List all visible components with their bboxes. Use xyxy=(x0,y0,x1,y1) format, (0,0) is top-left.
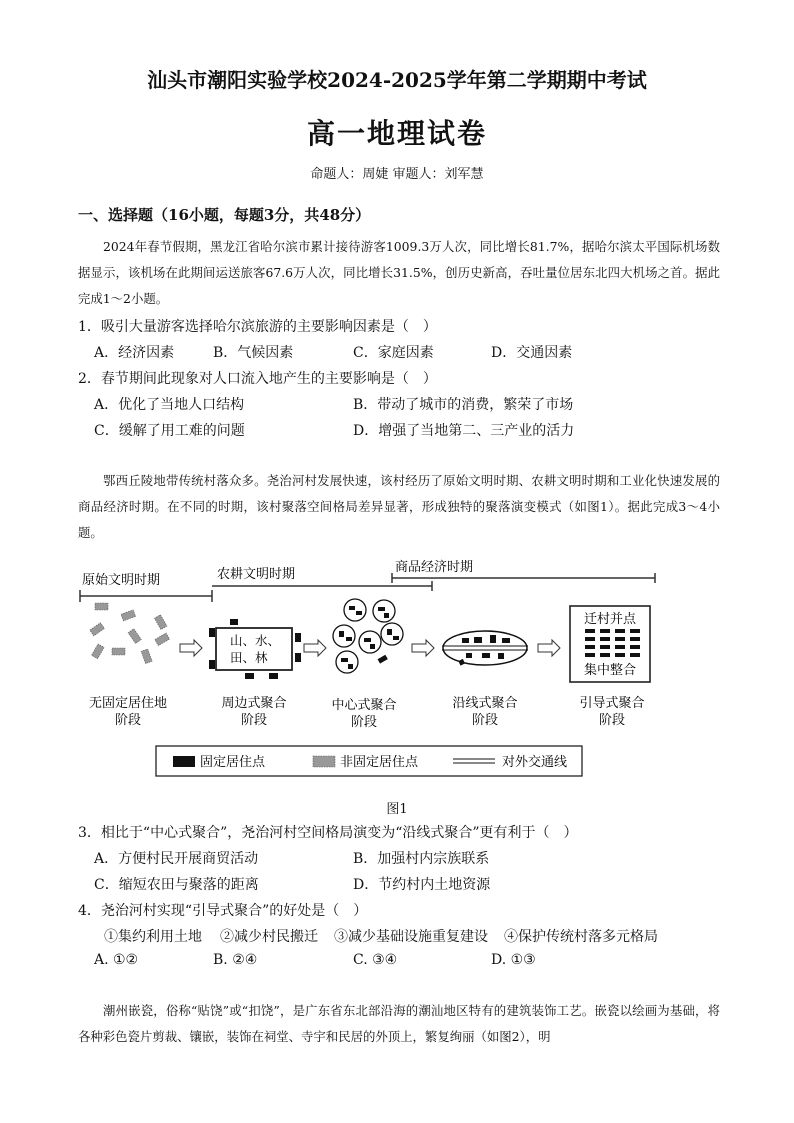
figure-legend xyxy=(156,746,582,776)
q4-option-c[interactable]: C. ③④ xyxy=(353,952,398,968)
q2-option-b[interactable]: B．带动了城市的消费，繁荣了市场 xyxy=(353,397,574,413)
passage-1-line: 国际机场数据显示，该机场在此期间运送旅客67.6万人次，同比增长31.5%，创历史新高，吞吐量位居东 xyxy=(78,239,721,280)
passage-3 xyxy=(78,998,720,1050)
q4-statement-4: ④保护传统村落多元格局 xyxy=(504,929,658,945)
svg-text:山、水、: 山、水、 xyxy=(230,633,281,648)
stage-label: 阶段 xyxy=(471,713,499,728)
q3-option-c[interactable]: C．缩短农田与聚落的距离 xyxy=(94,877,259,893)
passage-1-line: 北四大机场之首。据此完成1～2小题。 xyxy=(78,265,721,306)
period-label-farming: 农耕文明时期 xyxy=(217,567,296,582)
stage-label: 阶段 xyxy=(598,713,626,728)
q1-option-a[interactable]: A．经济因素 xyxy=(94,345,175,361)
stage4-linear-cluster xyxy=(442,631,528,666)
arrow-icon xyxy=(412,640,434,656)
exam-title: 高一地理试卷 xyxy=(306,117,487,150)
passage-2-line: 化快速发展的商品经济时期。在不同的时期，该村聚落空间格局差异显著，形成独特的聚落演变模式（如 xyxy=(78,473,721,514)
q2-option-c[interactable]: C．缓解了用工难的问题 xyxy=(94,423,245,439)
passage-3-line: 绘画为基础，将各种彩色瓷片剪裁、镶嵌，装饰在祠堂、寺宇和民居的外顶上，繁复绚丽（如图2），明 xyxy=(78,1003,721,1044)
stage-label: 无固定居住地 xyxy=(88,696,168,711)
q2-option-d[interactable]: D．增强了当地第二、三产业的活力 xyxy=(353,423,575,439)
stage-labels xyxy=(89,695,645,730)
q1-option-b[interactable]: B．气候因素 xyxy=(213,345,294,361)
passage-1-line: 2024年春节假期，黑龙江省哈尔滨市累计接待游客1009.3万人次，同比增长81.7%，据哈尔滨太平 xyxy=(103,239,658,254)
stage1-scattered-points xyxy=(90,603,170,664)
svg-text:集中整合: 集中整合 xyxy=(583,663,637,678)
stage-label: 阶段 xyxy=(240,713,268,728)
stage-label: 沿线式聚合 xyxy=(452,696,518,711)
stage-label: 周边式聚合 xyxy=(221,696,287,711)
q4-option-d[interactable]: D. ①③ xyxy=(491,952,536,968)
arrow-icon xyxy=(304,640,326,656)
q4-statement-2: ②减少村民搬迁 xyxy=(220,929,318,945)
svg-text:迁村并点: 迁村并点 xyxy=(583,612,637,627)
stage-label: 引导式聚合 xyxy=(579,696,645,711)
settlement-evolution-diagram xyxy=(70,556,670,786)
passage-2 xyxy=(78,468,720,546)
q4-option-b[interactable]: B. ②④ xyxy=(213,952,258,968)
section-heading: 一、选择题（16小题，每题3分，共48分） xyxy=(78,206,371,224)
arrow-icon xyxy=(538,640,560,656)
q1-option-c[interactable]: C．家庭因素 xyxy=(353,345,434,361)
passage-1 xyxy=(78,234,720,312)
stage-label: 阶段 xyxy=(114,713,142,728)
passage-2-line: 图1）。据此完成3～4小题。 xyxy=(78,499,721,540)
q3-option-b[interactable]: B．加强村内宗族联系 xyxy=(353,851,490,867)
question-1-stem: 1．吸引大量游客选择哈尔滨旅游的主要影响因素是（ ） xyxy=(78,319,437,335)
svg-text:田、林: 田、林 xyxy=(230,650,268,665)
stage5-guided-box xyxy=(570,606,650,682)
period-label-commodity: 商品经济时期 xyxy=(395,560,474,575)
question-3-stem: 3．相比于“中心式聚合”，尧治河村空间格局演变为“沿线式聚合”更有利于（ ） xyxy=(78,825,578,841)
passage-2-line: 鄂西丘陵地带传统村落众多。尧治河村发展快速，该村经历了原始文明时期、农耕文明时期和工业 xyxy=(103,473,645,488)
arrow-icon xyxy=(180,640,202,656)
q1-option-d[interactable]: D．交通因素 xyxy=(491,345,573,361)
question-4-stem: 4．尧治河村实现“引导式聚合”的好处是（ ） xyxy=(78,903,368,919)
question-2-stem: 2．春节期间此现象对人口流入地产生的主要影响是（ ） xyxy=(78,371,437,387)
period-label-primitive: 原始文明时期 xyxy=(82,573,161,588)
q4-statement-3: ③减少基础设施重复建设 xyxy=(334,929,488,945)
legend-road: 对外交通线 xyxy=(502,755,568,770)
stage2-peripheral-box xyxy=(209,619,301,679)
q2-option-a[interactable]: A．优化了当地人口结构 xyxy=(94,397,245,413)
stage-label: 阶段 xyxy=(350,715,378,730)
school-exam-title: 汕头市潮阳实验学校2024-2025学年第二学期期中考试 xyxy=(147,68,647,92)
stage-label: 中心式聚合 xyxy=(331,698,397,713)
figure-1-caption: 图1 xyxy=(386,802,408,817)
q3-option-d[interactable]: D．节约村内土地资源 xyxy=(353,877,491,893)
legend-fixed: 固定居住点 xyxy=(200,755,266,770)
stage3-central-cluster xyxy=(333,599,403,673)
legend-nonfixed: 非固定居住点 xyxy=(340,755,419,770)
passage-3-line: 潮州嵌瓷，俗称“贴饶”或“扣饶”，是广东省东北部沿海的潮汕地区特有的建筑装饰工艺。嵌瓷以 xyxy=(103,1003,633,1018)
q3-option-a[interactable]: A．方便村民开展商贸活动 xyxy=(94,851,259,867)
authors-line: 命题人：周婕 审题人：刘军慧 xyxy=(310,167,484,182)
q4-option-a[interactable]: A. ①② xyxy=(94,952,139,968)
q4-statement-1: ①集约利用土地 xyxy=(104,929,202,945)
